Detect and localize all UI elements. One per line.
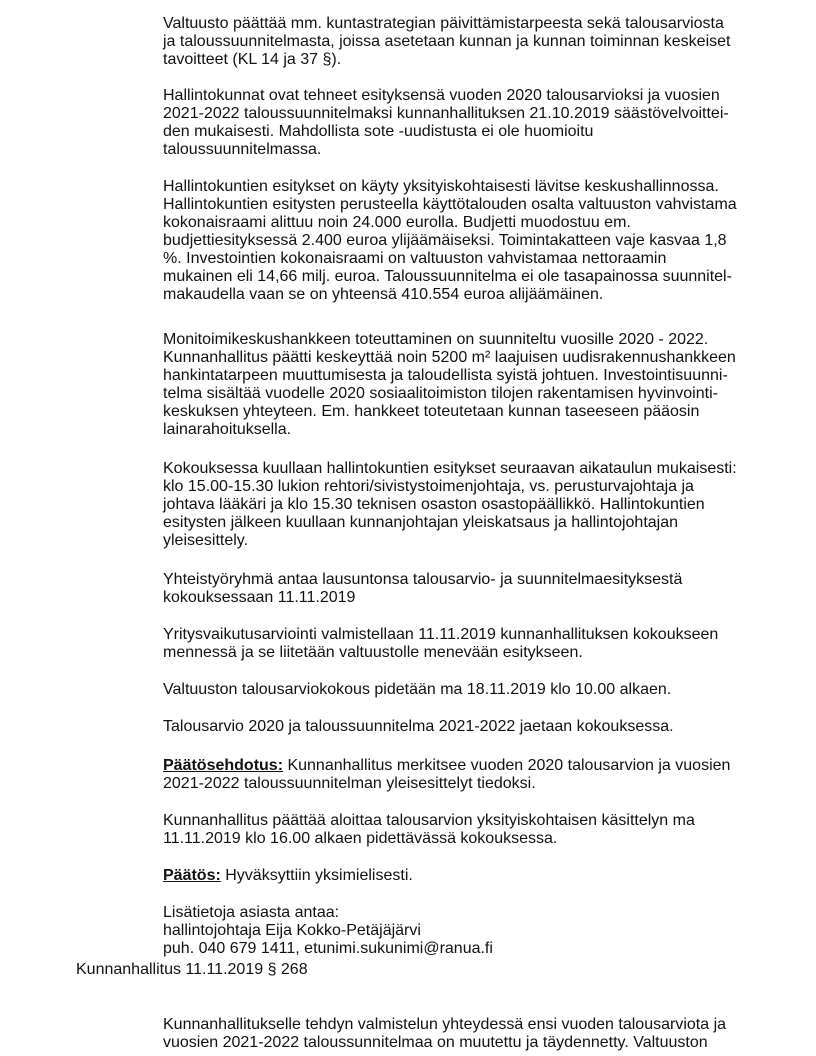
- text-line: Hallintokuntien esitysten perusteella käyttötalouden osalta valtuuston vahvistama: [163, 196, 737, 213]
- paragraph-administrations-proposals: [163, 87, 763, 159]
- text-line: %. Investointien kokonaisraami on valtuuston vahvistamaa nettoraamin: [163, 250, 667, 267]
- text-line: telma sisältää vuodelle 2020 sosiaalitoimiston tilojen rakentamisen hyvinvointi-: [163, 385, 718, 402]
- text-line: budjettiesityksessä 2.400 euroa ylijäämäiseksi. Toimintakatteen vaje kasvaa 1,8: [163, 232, 727, 249]
- text-line: 2021-2022 taloussuunnitelman yleisesittelyt tiedoksi.: [163, 775, 536, 792]
- text-line: keskuksen yhteyteen. Em. hankkeet toteutetaan kunnan taseeseen pääosin: [163, 403, 700, 420]
- text-line: mennessä ja se liitetään valtuustolle menevään esitykseen.: [163, 644, 583, 661]
- text-line: Kunnanhallitukselle tehdyn valmistelun yhteydessä ensi vuoden talousarviota ja: [163, 1016, 727, 1033]
- paragraph-meeting-schedule: [163, 460, 763, 550]
- text-line: johtava lääkäri ja klo 15.30 teknisen osaston osastopäällikkö. Hallintokuntien: [163, 496, 705, 513]
- text-line: Talousarvio 2020 ja taloussuunnitelma 2021-2022 jaetaan kokouksessa.: [163, 718, 674, 735]
- paragraph-next-section: [163, 1016, 763, 1052]
- contact-person: hallintojohtaja Eija Kokko-Petäjäjärvi: [163, 922, 421, 939]
- text-line: tavoitteet (KL 14 ja 37 §).: [163, 51, 342, 68]
- decision-proposal: [163, 757, 763, 793]
- text-line: Yritysvaikutusarviointi valmistellaan 11.11.2019 kunnanhallituksen kokoukseen: [163, 626, 719, 643]
- text-line: Yhteistyöryhmä antaa lausuntonsa talousarvio- ja suunnitelmaesityksestä: [163, 571, 683, 588]
- text-line: Monitoimikeskushankkeen toteuttaminen on suunniteltu vuosille 2020 - 2022.: [163, 331, 709, 348]
- text-line: Kunnanhallitus päätti keskeyttää noin 5200 m² laajuisen uudisrakennushankkeen: [163, 349, 736, 366]
- text-line: mukainen eli 14,66 milj. euroa. Taloussuunnitelma ei ole tasapainossa suunnitel-: [163, 268, 732, 285]
- text-line: makaudella vaan se on yhteensä 410.554 euroa alijäämäinen.: [163, 286, 604, 303]
- text-line: [163, 867, 763, 885]
- paragraph-multipurpose-centre: [163, 331, 763, 439]
- decision-text: Hyväksyttiin yksimielisesti.: [220, 867, 413, 884]
- contact-info: [163, 904, 763, 958]
- text-line: Kokouksessa kuullaan hallintokuntien esitykset seuraavan aikataulun mukaisesti:: [163, 460, 737, 477]
- text-line: esitysten jälkeen kuullaan kunnanjohtajan yleiskatsaus ja hallintojohtajan: [163, 514, 679, 531]
- paragraph-budget-review: [163, 178, 763, 304]
- contact-heading: Lisätietoja asiasta antaa:: [163, 904, 340, 921]
- decision-proposal-label: Päätösehdotus:: [163, 757, 284, 774]
- text-line: 11.11.2019 klo 16.00 alkaen pidettävässä kokouksessa.: [163, 830, 558, 847]
- text-line: den mukaisesti. Mahdollista sote -uudistusta ei ole huomioitu: [163, 123, 594, 140]
- text-line: Hallintokunnat ovat tehneet esityksensä vuoden 2020 talousarvioksi ja vuosien: [163, 87, 720, 104]
- paragraph-council-decides: [163, 15, 763, 69]
- paragraph-cooperation-group: [163, 571, 763, 607]
- section-reference: Kunnanhallitus 11.11.2019 § 268: [76, 961, 308, 978]
- text-line: kokouksessaan 11.11.2019: [163, 589, 356, 606]
- text-line: Kunnanhallitus päättää aloittaa talousarvion yksityiskohtaisen käsittelyn ma: [163, 812, 695, 829]
- contact-phone-email: puh. 040 679 1411, etunimi.sukunimi@ranua.fi: [163, 940, 493, 957]
- text-line: Hallintokuntien esitykset on käyty yksityiskohtaisesti lävitse keskushallinnossa.: [163, 178, 719, 195]
- paragraph-budget-distribution: [163, 718, 763, 736]
- text-line: Valtuuston talousarviokokous pidetään ma 18.11.2019 klo 10.00 alkaen.: [163, 681, 672, 698]
- paragraph-detailed-handling: [163, 812, 763, 848]
- text-line: taloussuunnitelmassa.: [163, 141, 322, 158]
- text-line: lainarahoituksella.: [163, 421, 292, 438]
- text-line: yleisesittely.: [163, 532, 249, 549]
- text-line: kokonaisraami alittuu noin 24.000 eurolla. Budjetti muodostuu em.: [163, 214, 631, 231]
- decision-label: Päätös:: [163, 867, 221, 884]
- text-line: klo 15.00-15.30 lukion rehtori/sivistystoimenjohtaja, vs. perusturvajohtaja ja: [163, 478, 694, 495]
- decision: [163, 867, 763, 885]
- decision-proposal-text: Kunnanhallitus merkitsee vuoden 2020 talousarvion ja vuosien: [283, 757, 731, 774]
- paragraph-business-impact: [163, 626, 763, 662]
- paragraph-council-budget-meeting: [163, 681, 763, 699]
- text-line: [163, 757, 763, 775]
- text-line: Valtuusto päättää mm. kuntastrategian päivittämistarpeesta sekä talousarviosta: [163, 15, 724, 32]
- text-line: 2021-2022 taloussuunnitelmaksi kunnanhallituksen 21.10.2019 säästövelvoittei-: [163, 105, 729, 122]
- text-line: hankintatarpeen muuttumisesta ja taloudellista syistä johtuen. Investointisuunni-: [163, 367, 728, 384]
- text-line: ja taloussuunnitelmasta, joissa asetetaan kunnan ja kunnan toiminnan keskeiset: [163, 33, 731, 50]
- text-line: vuosien 2021-2022 taloussunnitelmaa on muutettu ja täydennetty. Valtuuston: [163, 1034, 708, 1051]
